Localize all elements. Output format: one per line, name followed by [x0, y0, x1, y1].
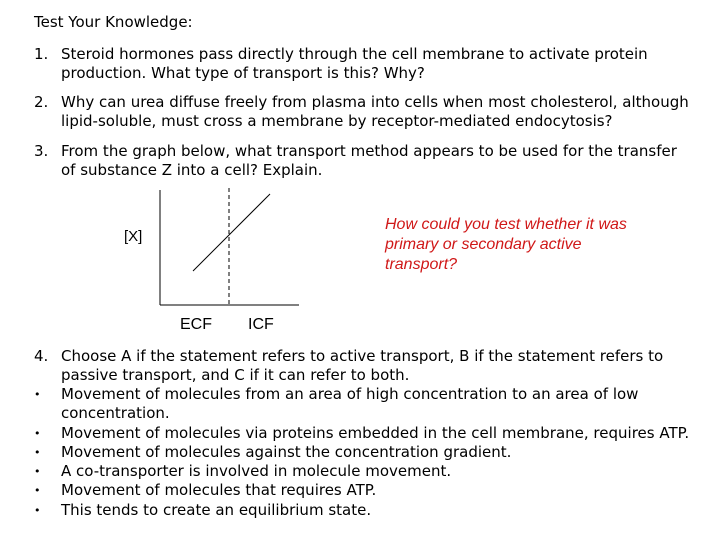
followup-line-3: transport?: [385, 256, 458, 273]
question-2-number: 2.: [34, 93, 49, 111]
question-2-line-1: Why can urea diffuse freely from plasma into cells when most cholesterol, although: [61, 93, 689, 111]
page-heading: Test Your Knowledge:: [34, 13, 193, 31]
question-2-line-2: lipid-soluble, must cross a membrane by receptor-mediated endocytosis?: [61, 112, 613, 130]
statement-2: Movement of molecules via proteins embedded in the cell membrane, requires ATP.: [61, 424, 690, 442]
graph-x-label-icf: ICF: [248, 316, 274, 333]
question-4-line-1: Choose A if the statement refers to active transport, B if the statement refers to: [61, 347, 664, 365]
concentration-line: [193, 194, 270, 271]
graph-y-label: [X]: [124, 228, 143, 245]
list-bullet: •: [34, 427, 41, 440]
list-bullet: •: [34, 446, 41, 459]
question-4-number: 4.: [34, 347, 49, 365]
followup-line-1: How could you test whether it was: [385, 216, 627, 233]
question-4-line-2: passive transport, and C if it can refer to both.: [61, 366, 410, 384]
graph-x-label-ecf: ECF: [180, 316, 212, 333]
followup-question: [385, 215, 685, 275]
statement-1-line-1: Movement of molecules from an area of high concentration to an area of low: [61, 385, 639, 403]
statement-5: Movement of molecules that requires ATP.: [61, 481, 377, 499]
question-3-line-1: From the graph below, what transport method appears to be used for the transfer: [61, 142, 677, 160]
question-3-line-2: of substance Z into a cell? Explain.: [61, 161, 323, 179]
question-3-number: 3.: [34, 142, 49, 160]
statement-1-line-2: concentration.: [61, 404, 170, 422]
list-bullet: •: [34, 504, 41, 517]
statement-4: A co-transporter is involved in molecule movement.: [61, 462, 452, 480]
list-bullet: •: [34, 388, 41, 401]
question-1-line-1: Steroid hormones pass directly through the cell membrane to activate protein: [61, 45, 648, 63]
followup-line-2: primary or secondary active: [385, 236, 582, 253]
list-bullet: •: [34, 484, 41, 497]
list-bullet: •: [34, 465, 41, 478]
question-1-number: 1.: [34, 45, 49, 63]
statement-6: This tends to create an equilibrium state.: [61, 501, 372, 519]
question-1-line-2: production. What type of transport is this? Why?: [61, 64, 425, 82]
statement-3: Movement of molecules against the concentration gradient.: [61, 443, 512, 461]
